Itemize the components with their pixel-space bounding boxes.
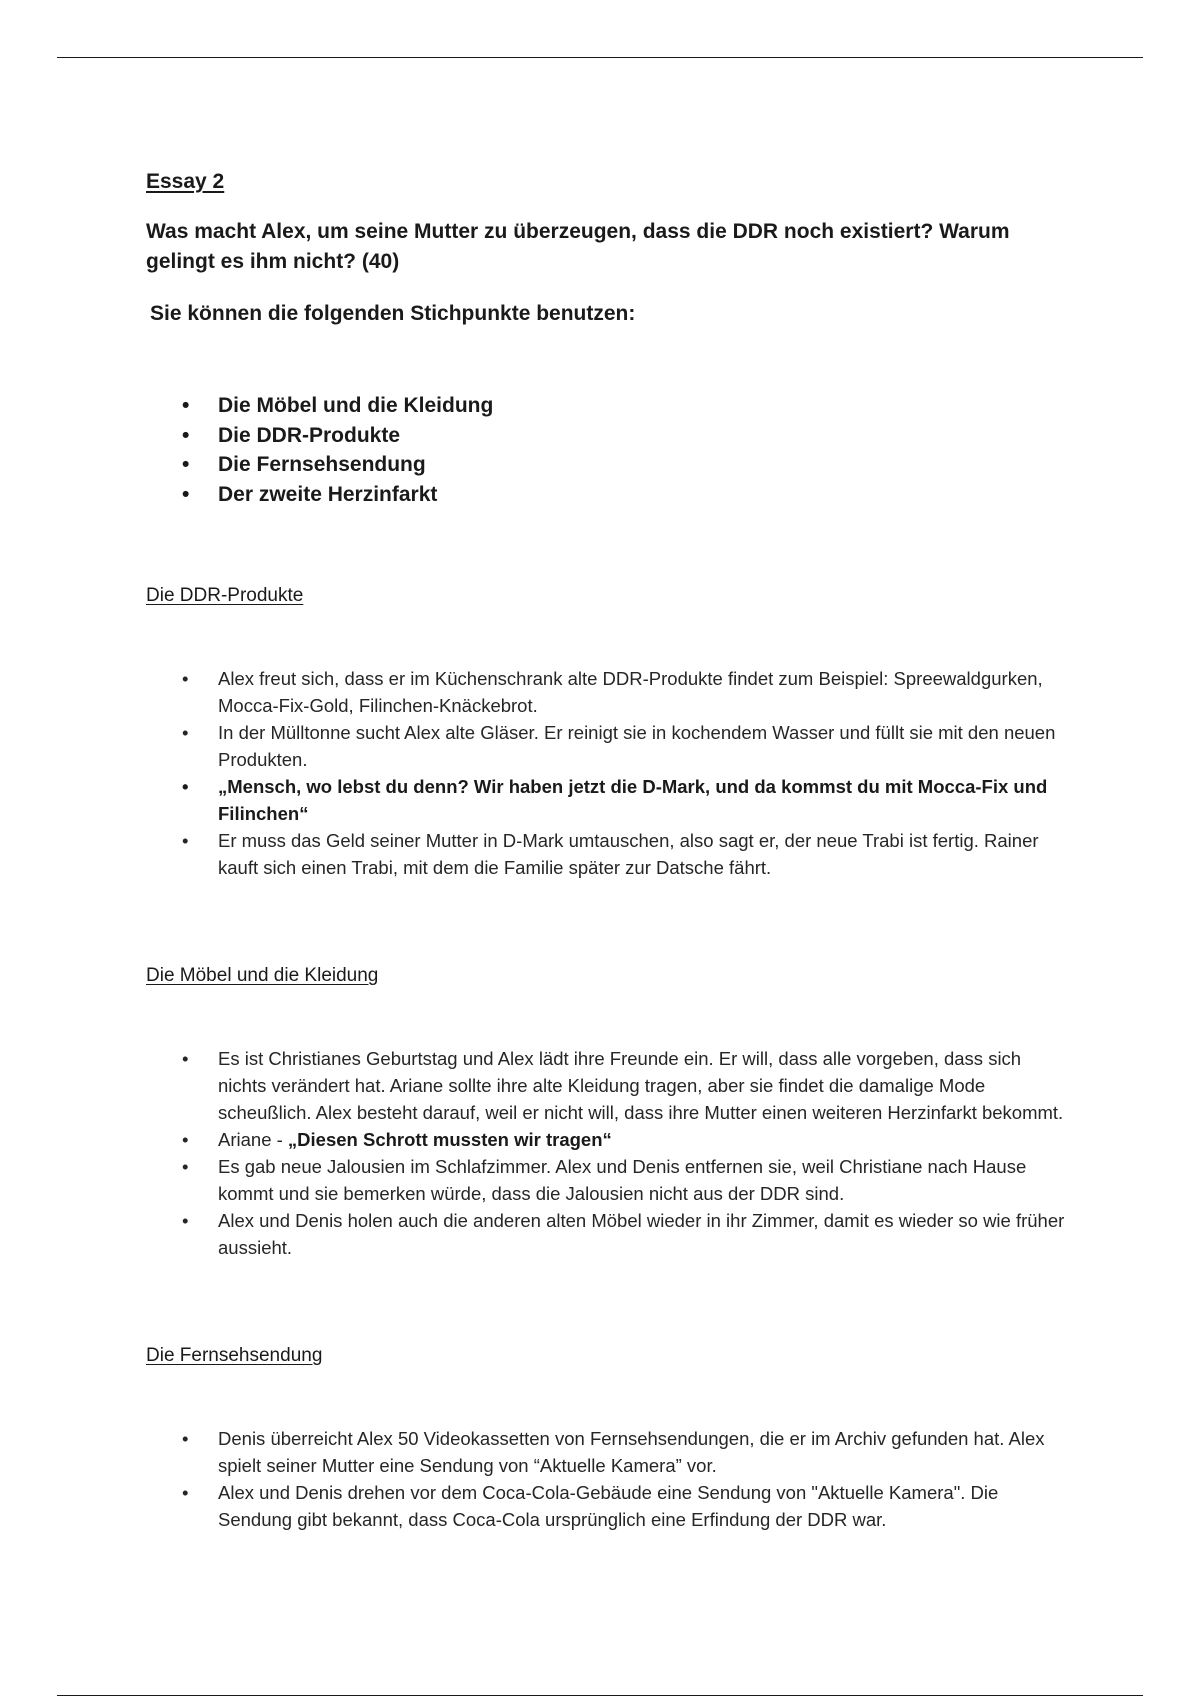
list-item: • Es ist Christianes Geburtstag und Alex lädt ihre Freunde ein. Er will, dass alle vorgeben, dass sich nichts verändert hat. Ariane sollte ihre alte Kleidung tragen, aber sie findet die damalige Mode scheußlich. Alex besteht darauf, weil er nicht will, dass ihre Mutter einen weiteren Herzinfarkt bekommt.	[146, 1045, 1066, 1126]
list-item: • In der Mülltonne sucht Alex alte Gläser. Er reinigt sie in kochendem Wasser und füllt sie mit den neuen Produkten.	[146, 719, 1066, 773]
keyword-item: • Die Möbel und die Kleidung	[146, 391, 1066, 421]
quote-item	[146, 1126, 1066, 1153]
section-list-ddr-produkte	[146, 665, 1066, 881]
keyword-item: • Der zweite Herzinfarkt	[146, 480, 1066, 510]
essay-question: Was macht Alex, um seine Mutter zu überzeugen, dass die DDR noch existiert? Warum gelingt es ihm nicht? (40)	[146, 220, 1010, 273]
keyword-item: • Die DDR-Produkte	[146, 421, 1066, 451]
list-item: • Alex und Denis holen auch die anderen alten Möbel wieder in ihr Zimmer, damit es wieder so wie früher aussieht.	[146, 1207, 1066, 1261]
section-heading-ddr-produkte: Die DDR-Produkte	[146, 585, 304, 606]
header-rule	[57, 57, 1143, 58]
quote-item: • „Mensch, wo lebst du denn? Wir haben jetzt die D-Mark, und da kommst du mit Mocca-Fix und Filinchen“	[146, 773, 1066, 827]
quote-text: „Diesen Schrott mussten wir tragen“	[287, 1129, 612, 1150]
footer-rule	[57, 1695, 1143, 1696]
list-item: • Er muss das Geld seiner Mutter in D-Mark umtauschen, also sagt er, der neue Trabi ist fertig. Rainer kauft sich einen Trabi, mit dem die Familie später zur Datsche fährt.	[146, 827, 1066, 881]
keyword-item: • Die Fernsehsendung	[146, 450, 1066, 480]
list-item: • Alex freut sich, dass er im Küchenschrank alte DDR-Produkte findet zum Beispiel: Spreewaldgurken, Mocca-Fix-Gold, Filinchen-Knäckebrot.	[146, 665, 1066, 719]
keyword-hint: Sie können die folgenden Stichpunkte benutzen:	[150, 302, 636, 325]
document-body	[146, 168, 1066, 1533]
section-heading-fernsehsendung: Die Fernsehsendung	[146, 1345, 323, 1366]
section-list-fernsehsendung	[146, 1425, 1066, 1533]
keyword-list	[146, 391, 1066, 509]
list-item: • Alex und Denis drehen vor dem Coca-Cola-Gebäude eine Sendung von "Aktuelle Kamera". Die Sendung gibt bekannt, dass Coca-Cola ursprünglich eine Erfindung der DDR war.	[146, 1479, 1066, 1533]
section-list-moebel-kleidung	[146, 1045, 1066, 1261]
list-item: • Denis überreicht Alex 50 Videokassetten von Fernsehsendungen, die er im Archiv gefunden hat. Alex spielt seiner Mutter eine Sendung von “Aktuelle Kamera” vor.	[146, 1425, 1066, 1479]
quote-speaker: Ariane -	[218, 1129, 288, 1150]
list-item: • Es gab neue Jalousien im Schlafzimmer. Alex und Denis entfernen sie, weil Christiane nach Hause kommt und sie bemerken würde, dass die Jalousien nicht aus der DDR sind.	[146, 1153, 1066, 1207]
essay-title: Essay 2	[146, 170, 225, 193]
section-heading-moebel-kleidung: Die Möbel und die Kleidung	[146, 965, 379, 986]
